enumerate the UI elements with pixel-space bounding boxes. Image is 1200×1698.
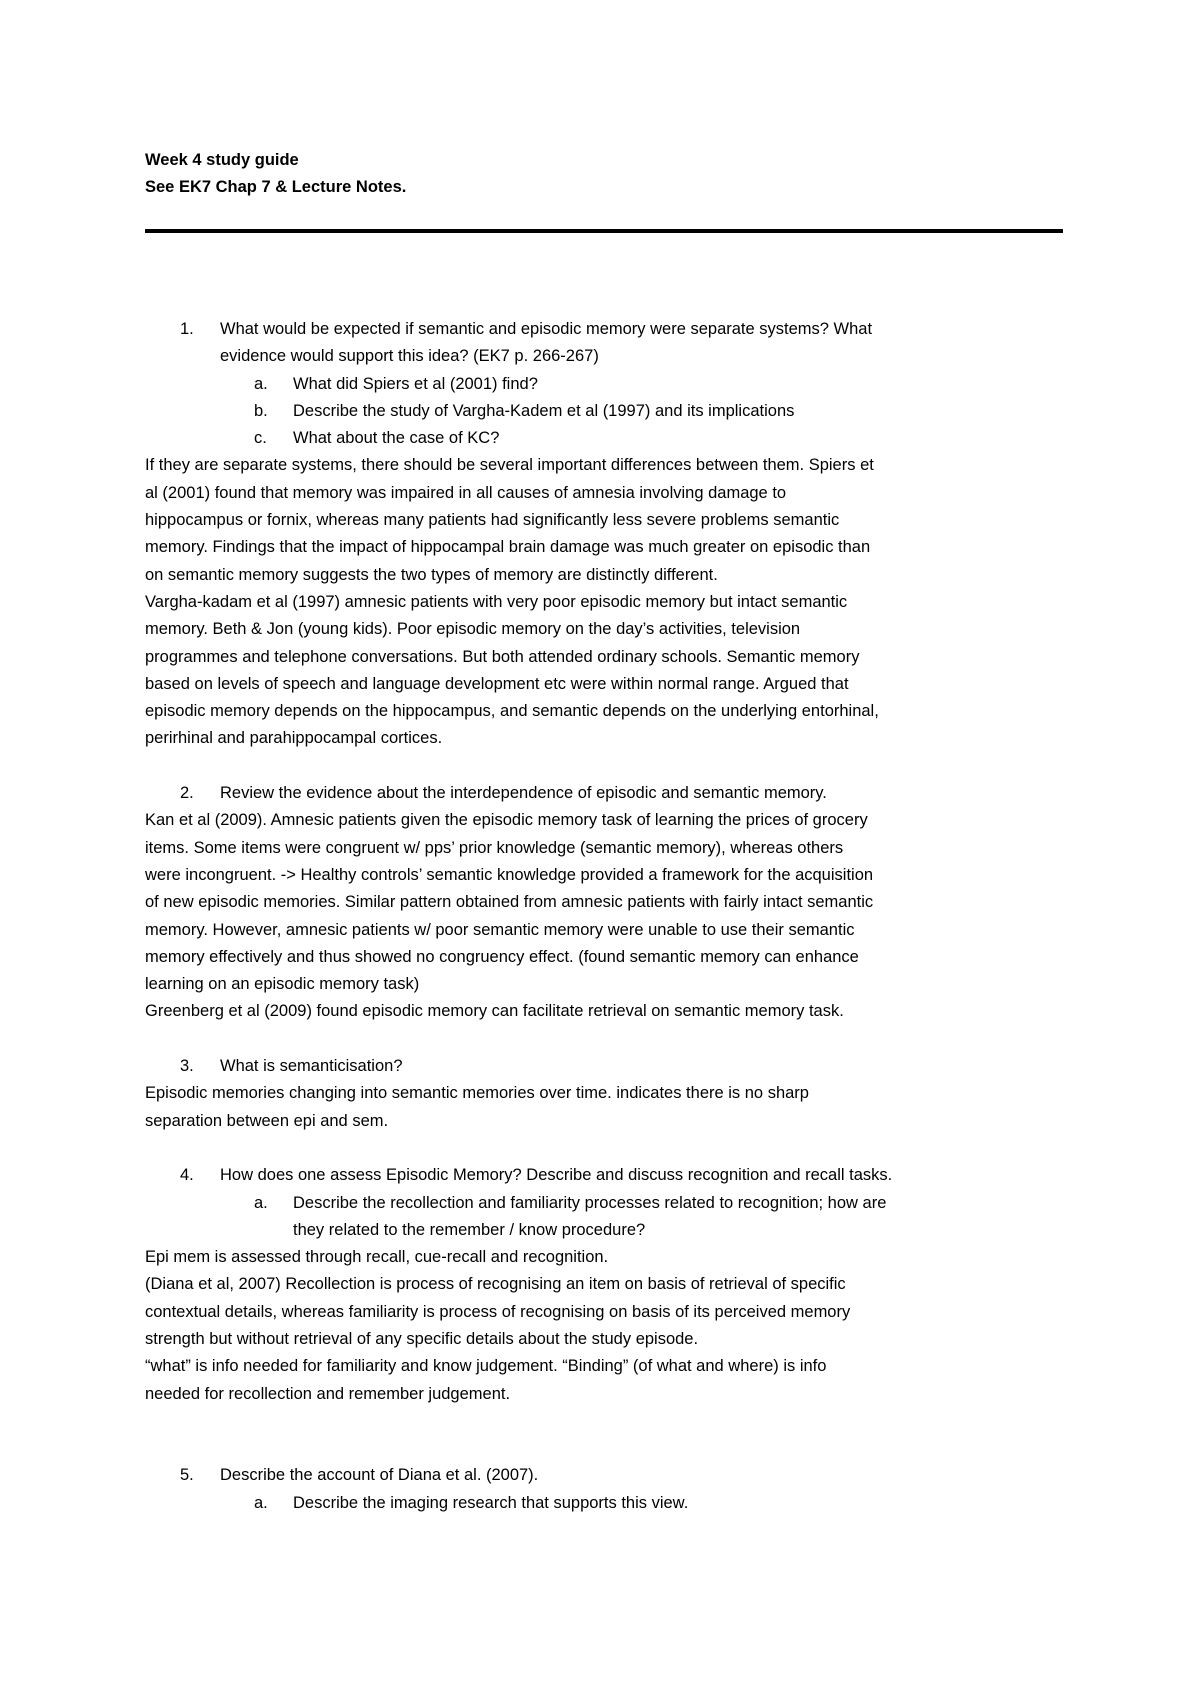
answer-line: needed for recollection and remember judgement. <box>145 1384 511 1403</box>
answer-line: perirhinal and parahippocampal cortices. <box>145 729 443 748</box>
answer-line: memory effectively and thus showed no congruency effect. (found semantic memory can enhance <box>145 947 859 966</box>
question-3 <box>145 1053 1065 1080</box>
document-body <box>145 316 1065 1517</box>
answer-line: memory. Findings that the impact of hippocampal brain damage was much greater on episodic than <box>145 538 871 557</box>
question-number: 5. <box>180 1466 194 1485</box>
answer-2 <box>145 807 1065 1025</box>
question-1a <box>145 371 1065 398</box>
paragraph-gap <box>145 1408 1065 1463</box>
subquestion-letter: a. <box>254 1193 268 1212</box>
subquestion-text: What about the case of KC? <box>293 429 500 448</box>
subquestion-letter: a. <box>254 374 268 393</box>
subquestion-text: Describe the recollection and familiarity processes related to recognition; how are <box>293 1193 887 1212</box>
paragraph-gap <box>145 1135 1065 1162</box>
answer-line: Epi mem is assessed through recall, cue-recall and recognition. <box>145 1248 609 1267</box>
answer-line: episodic memory depends on the hippocampus, and semantic depends on the underlying entorhinal, <box>145 702 879 721</box>
document-subtitle: See EK7 Chap 7 & Lecture Notes. <box>145 178 407 196</box>
answer-line: on semantic memory suggests the two types of memory are distinctly different. <box>145 565 718 584</box>
subquestion-letter: b. <box>254 401 268 420</box>
answer-line: (Diana et al, 2007) Recollection is process of recognising an item on basis of retrieval of specific <box>145 1275 846 1294</box>
answer-line: strength but without retrieval of any specific details about the study episode. <box>145 1329 699 1348</box>
answer-line: “what” is info needed for familiarity and know judgement. “Binding” (of what and where) is info <box>145 1357 827 1376</box>
question-text-line: What is semanticisation? <box>220 1057 403 1076</box>
horizontal-rule <box>145 229 1063 233</box>
answer-line: were incongruent. -> Healthy controls’ semantic knowledge provided a framework for the acquisition <box>145 865 874 884</box>
question-5 <box>145 1462 1065 1489</box>
answer-line: Episodic memories changing into semantic memories over time. indicates there is no sharp <box>145 1084 809 1103</box>
answer-line: al (2001) found that memory was impaired in all causes of amnesia involving damage to <box>145 483 787 502</box>
question-number: 2. <box>180 784 194 803</box>
question-4 <box>145 1162 1065 1189</box>
question-1 <box>145 316 1065 371</box>
answer-line: programmes and telephone conversations. But both attended ordinary schools. Semantic memory <box>145 647 860 666</box>
answer-line: of new episodic memories. Similar pattern obtained from amnesic patients with fairly intact semantic <box>145 893 874 912</box>
subquestion-text: they related to the remember / know procedure? <box>293 1220 646 1239</box>
paragraph-gap <box>145 753 1065 780</box>
question-text-line: How does one assess Episodic Memory? Describe and discuss recognition and recall tasks. <box>220 1166 893 1185</box>
subquestion-text: Describe the study of Vargha-Kadem et al (1997) and its implications <box>293 401 795 420</box>
answer-line: memory. Beth & Jon (young kids). Poor episodic memory on the day’s activities, television <box>145 620 801 639</box>
subquestion-letter: c. <box>254 429 267 448</box>
subquestion-text: What did Spiers et al (2001) find? <box>293 374 538 393</box>
answer-line: separation between epi and sem. <box>145 1111 389 1130</box>
question-text-line: Review the evidence about the interdependence of episodic and semantic memory. <box>220 784 827 803</box>
answer-line: contextual details, whereas familiarity is process of recognising on basis of its perceived memory <box>145 1302 851 1321</box>
question-number: 4. <box>180 1166 194 1185</box>
answer-line: If they are separate systems, there should be several important differences between them. Spiers et <box>145 456 874 475</box>
question-number: 1. <box>180 320 194 338</box>
answer-1 <box>145 452 1065 752</box>
answer-3 <box>145 1080 1065 1135</box>
answer-line: memory. However, amnesic patients w/ poor semantic memory were unable to use their semantic <box>145 920 855 939</box>
paragraph-gap <box>145 1026 1065 1053</box>
answer-line: Vargha-kadam et al (1997) amnesic patients with very poor episodic memory but intact semantic <box>145 592 848 611</box>
question-text-line: Describe the account of Diana et al. (2007). <box>220 1466 539 1485</box>
question-text-line: What would be expected if semantic and episodic memory were separate systems? What <box>220 320 873 338</box>
answer-line: items. Some items were congruent w/ pps’ prior knowledge (semantic memory), whereas others <box>145 838 844 857</box>
question-1b <box>145 398 1065 425</box>
subquestion-letter: a. <box>254 1493 268 1512</box>
answer-line: Kan et al (2009). Amnesic patients given the episodic memory task of learning the prices of grocery <box>145 811 868 830</box>
question-4a <box>145 1190 1065 1245</box>
subquestion-text: Describe the imaging research that supports this view. <box>293 1493 689 1512</box>
answer-line: learning on an episodic memory task) <box>145 975 420 994</box>
answer-line: hippocampus or fornix, whereas many patients had significantly less severe problems semantic <box>145 511 840 530</box>
answer-4 <box>145 1244 1065 1408</box>
document-title: Week 4 study guide <box>145 151 299 169</box>
question-5a <box>145 1490 1065 1517</box>
question-2 <box>145 780 1065 807</box>
question-text-line: evidence would support this idea? (EK7 p. 266-267) <box>220 347 599 366</box>
answer-line: based on levels of speech and language development etc were within normal range. Argued that <box>145 674 849 693</box>
document-header <box>145 147 1065 201</box>
question-number: 3. <box>180 1057 194 1076</box>
answer-line: Greenberg et al (2009) found episodic memory can facilitate retrieval on semantic memory task. <box>145 1002 844 1021</box>
question-1c <box>145 425 1065 452</box>
